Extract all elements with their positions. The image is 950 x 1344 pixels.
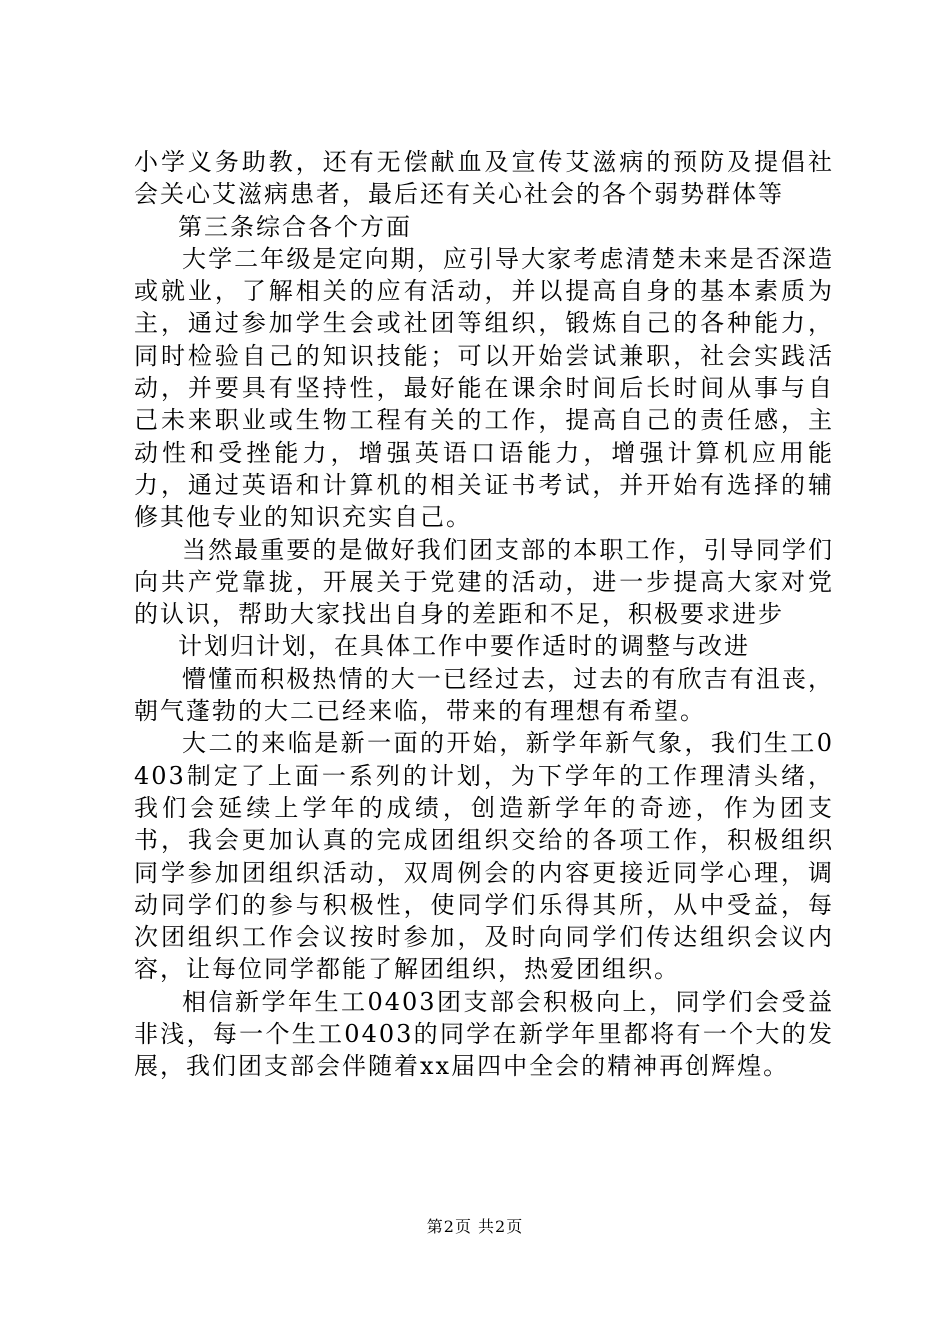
- page-footer: [0, 1217, 950, 1237]
- paragraph-conclusion: 相信新学年生工0403团支部会积极向上，同学们会受益非浅，每一个生工0403的同学在新学年里都将有一个大的发展，我们团支部会伴随着xx届四中全会的精神再创辉煌。: [134, 987, 834, 1081]
- section-heading: 第三条综合各个方面: [178, 212, 412, 241]
- document-body: [134, 146, 834, 1083]
- page-number: 第2页 共2页: [426, 1217, 524, 1236]
- paragraph-sophomore-plan: 大学二年级是定向期，应引导大家考虑清楚未来是否深造或就业，了解相关的应有活动，并以提高自身的基本素质为主，通过参加学生会或社团等组织，锻炼自己的各种能力，同时检验自己的知识技能；可以开始尝试兼职，社会实践活动，并要具有坚持性，最好能在课余时间后长时间从事与自己未来职业或生物工程有关的工作，提高自己的责任感，主动性和受挫能力，增强英语口语能力，增强计算机应用能力，通过英语和计算机的相关证书考试，并开始有选择的辅修其他专业的知识充实自己。: [134, 244, 834, 532]
- paragraph-freshman-recap: 懵懂而积极热情的大一已经过去，过去的有欣吉有沮丧，朝气蓬勃的大二已经来临，带来的有理想有希望。: [134, 664, 834, 726]
- paragraph-continuation: 小学义务助教，还有无偿献血及宣传艾滋病的预防及提倡社会关心艾滋病患者，最后还有关心社会的各个弱势群体等: [134, 148, 834, 209]
- paragraph-new-year-goals: 大二的来临是新一面的开始，新学年新气象，我们生工0403制定了上面一系列的计划，为下学年的工作理清头绪，我们会延续上学年的成绩，创造新学年的奇迹，作为团支书，我会更加认真的完成团组织交给的各项工作，积极组织同学参加团组织活动，双周例会的内容更接近同学心理，调动同学们的参与积极性，使同学们乐得其所，从中受益，每次团组织工作会议按时参加，及时向同学们传达组织会议内容，让每位同学都能了解团组织，热爱团组织。: [134, 729, 834, 984]
- paragraph-plan-adjustment: 计划归计划，在具体工作中要作适时的调整与改进: [178, 632, 750, 661]
- paragraph-league-work: 当然最重要的是做好我们团支部的本职工作，引导同学们向共产党靠拢，开展关于党建的活动，进一步提高大家对党的认识，帮助大家找出自身的差距和不足，积极要求进步: [134, 535, 834, 629]
